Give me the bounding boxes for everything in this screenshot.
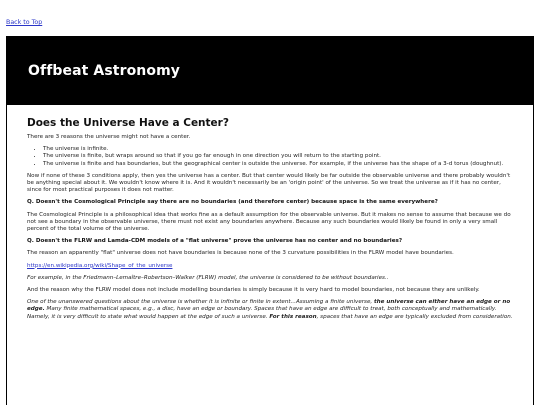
list-item: • The universe is finite and has boundaries, but the geographical center is outside the universe. For example, if the universe has the shape of a 3-d torus (doughnut). [43, 161, 513, 168]
paragraph-modelling: And the reason why the FLRW model does not include modelling boundaries is simply because it is very hard to model boundaries, not because they are unlikely. [27, 287, 480, 294]
page-frame [6, 36, 534, 405]
wikipedia-link[interactable]: https://en.wikipedia.org/wiki/Shape_of_the_universe [27, 262, 173, 269]
back-to-top-link[interactable]: Back to Top [6, 19, 43, 26]
article-content [7, 105, 533, 321]
list-item: • The universe is infinite. [43, 146, 513, 153]
quote-text: , spaces that have an edge are typically excluded from consideration. [316, 313, 513, 320]
question-flrw: Q. Doesn't the FLRW and Lamda-CDM models of a "flat universe" prove the universe has no center and no boundaries? [27, 238, 403, 245]
list-item: • The universe is finite, but wraps around so that if you go far enough in one direction you will return to the starting point. [43, 153, 513, 160]
quote-emphasis: For this reason [269, 313, 317, 320]
quote-text: One of the unanswered questions about the universe is whether it is infinite or finite in extent...Assuming a finite universe, [27, 299, 374, 306]
quote-text: Many finite mathematical spaces, e.g., a disc, have an edge or boundary. Spaces that have an edge are difficult to treat, both conceptually and mathematically. Namely, it is very difficult to state what would happen at the edge of such a universe. [27, 306, 497, 320]
intro-paragraph: There are 3 reasons the universe might not have a center. [27, 134, 191, 140]
quote-finite-universe [27, 299, 513, 321]
quote-emphasis: the universe can either have an edge or no edge. [27, 299, 511, 313]
question-cosmological-principle: Q. Doesn't the Cosmological Principle say there are no boundaries (and therefore center) because space is the same everywhere? [27, 199, 438, 206]
answer-cosmological-principle: The Cosmological Principle is a philosophical idea that works fine as a default assumption for the observable universe. But it makes no sense to assume that because we do not see a boundary in the observable universe, there must not exist any boundaries anywhere. Because any such boundaries would likely be found in only a very small percent of the total volume of the universe. [27, 211, 511, 233]
quote-flrw: For example, in the Friedmann–Lemaître–Robertson–Walker (FLRW) model, the universe is considered to be without boundaries.. [27, 274, 389, 281]
article-title: Does the Universe Have a Center? [27, 117, 229, 129]
reasons-list [27, 146, 513, 168]
paragraph-none-apply: Now if none of these 3 conditions apply, then yes the universe has a center. But that center would likely be far outside the observable universe and there probably wouldn't be anything special about it. We wouldn't know where it is. And it wouldn't necessarily be an 'origin point' of the universe. So we treat the universe as if it has no center, since for most practical purposes it does not matter. [27, 172, 511, 194]
site-title: Offbeat Astronomy [28, 63, 180, 79]
site-header [7, 37, 533, 105]
answer-flrw: The reason an apparently "flat" universe does not have boundaries is because none of the 3 curvature possibilities in the FLRW model have boundaries. [27, 250, 454, 257]
